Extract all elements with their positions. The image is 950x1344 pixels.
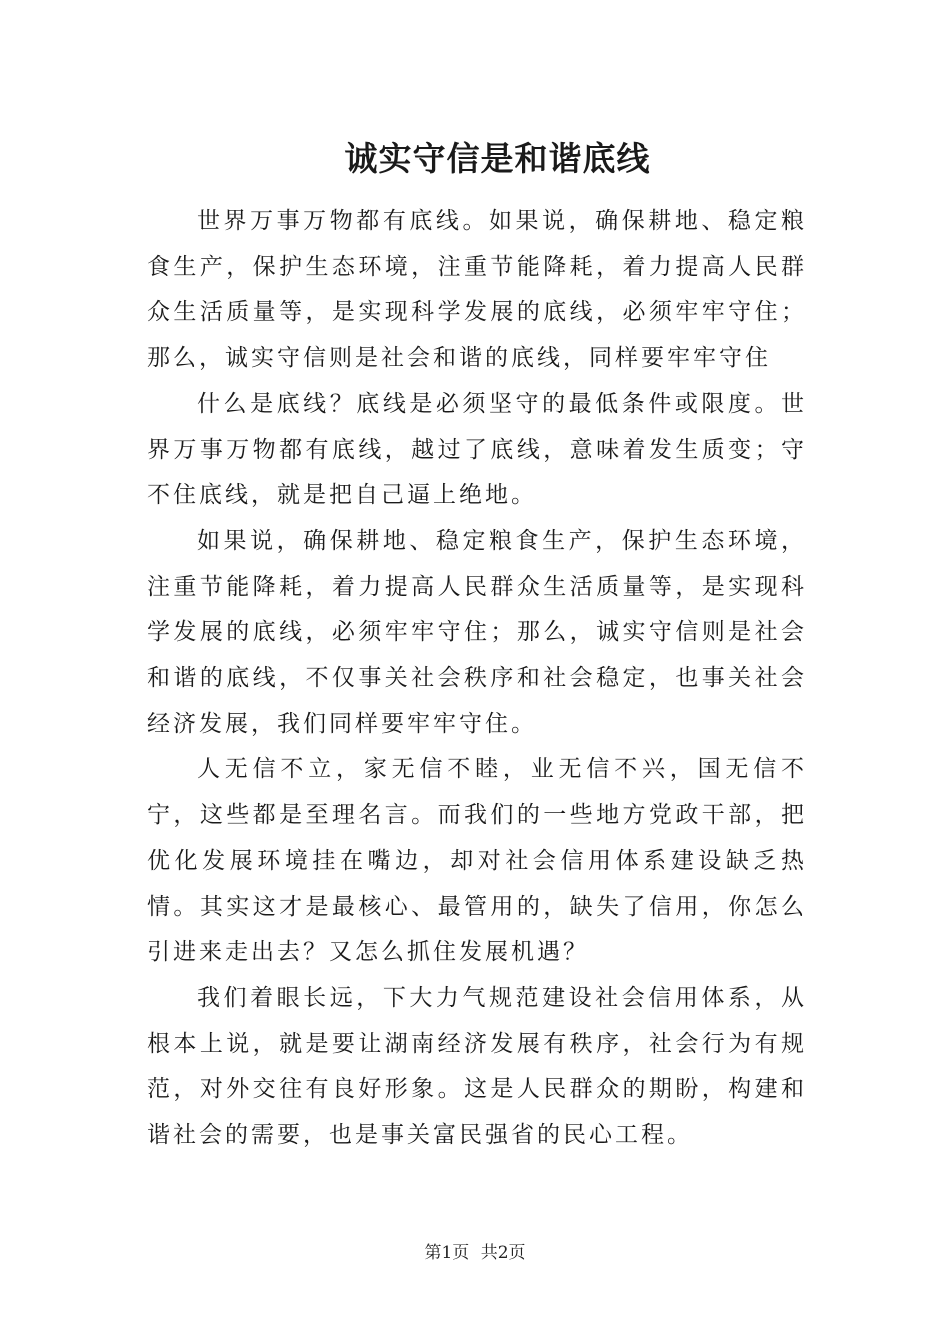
page-footer — [0, 1238, 950, 1268]
paragraph: 世界万事万物都有底线。如果说，确保耕地、稳定粮食生产，保护生态环境，注重节能降耗，着力提高人民群众生活质量等，是实现科学发展的底线，必须牢牢守住；那么，诚实守信则是社会和谐的底线，同样要牢牢守住 — [147, 208, 807, 372]
paragraph: 什么是底线？底线是必须坚守的最低条件或限度。世界万事万物都有底线，越过了底线，意味着发生质变；守不住底线，就是把自己逼上绝地。 — [147, 390, 807, 509]
paragraph: 我们着眼长远，下大力气规范建设社会信用体系，从根本上说，就是要让湖南经济发展有秩序，社会行为有规范，对外交往有良好形象。这是人民群众的期盼，构建和谐社会的需要，也是事关富民强省的民心工程。 — [147, 984, 807, 1149]
page-number-current: 第1页 — [424, 1243, 470, 1263]
paragraph: 人无信不立，家无信不睦，业无信不兴，国无信不宁，这些都是至理名言。而我们的一些地方党政干部，把优化发展环境挂在嘴边，却对社会信用体系建设缺乏热情。其实这才是最核心、最管用的，缺失了信用，你怎么引进来走出去？又怎么抓住发展机遇？ — [147, 756, 807, 966]
paragraph: 如果说，确保耕地、稳定粮食生产，保护生态环境，注重节能降耗，着力提高人民群众生活质量等，是实现科学发展的底线，必须牢牢守住；那么，诚实守信则是社会和谐的底线，不仅事关社会秩序和社会稳定，也事关社会经济发展，我们同样要牢牢守住。 — [147, 527, 807, 737]
document-body — [147, 199, 807, 1159]
page-number-total: 共2页 — [480, 1243, 526, 1263]
document-title: 诚实守信是和谐底线 — [344, 139, 651, 178]
